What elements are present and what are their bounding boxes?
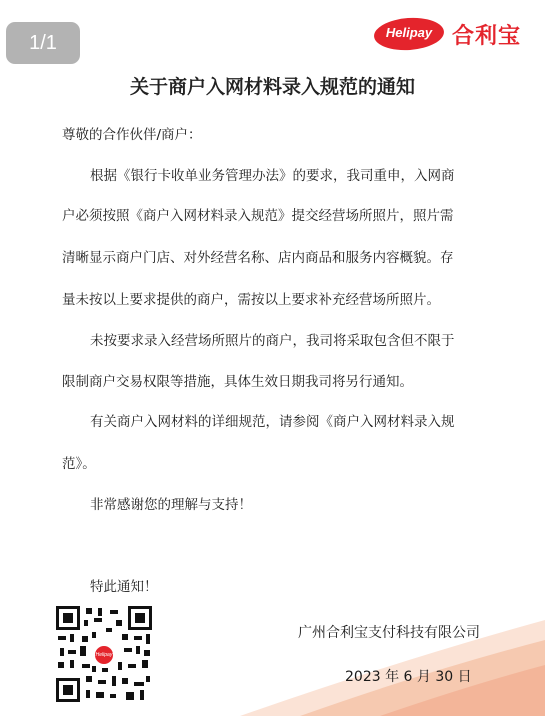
notice-line: 限制商户交易权限等措施，具体生效日期我司将另行通知。	[62, 374, 413, 390]
notice-title: 关于商户入网材料录入规范的通知	[129, 76, 415, 98]
notice-line: 未按要求录入经营场所照片的商户，我司将采取包含但不限于	[90, 333, 455, 349]
notice-line: 根据《银行卡收单业务管理办法》的要求，我司重申，入网商	[90, 168, 455, 184]
notice-thanks: 非常感谢您的理解与支持！	[90, 497, 252, 513]
qr-code-icon[interactable]	[56, 606, 152, 702]
logo-brand-en: Helipay	[385, 25, 433, 40]
notice-line: 户必须按照《商户入网材料录入规范》提交经营场所照片，照片需	[62, 208, 454, 224]
notice-line: 量未按以上要求提供的商户，需按以上要求补充经营场所照片。	[62, 292, 440, 308]
notice-line: 有关商户入网材料的详细规范，请参阅《商户入网材料录入规	[90, 414, 455, 430]
helipay-logo	[374, 17, 530, 53]
company-name: 广州合利宝支付科技有限公司	[298, 625, 480, 641]
notice-line: 清晰显示商户门店、对外经营名称、店内商品和服务内容概貌。存	[62, 250, 454, 266]
notice-date: 2023 年 6 月 30 日	[345, 669, 472, 685]
notice-greeting: 尊敬的合作伙伴/商户：	[62, 127, 202, 143]
page-indicator: 1/1	[6, 22, 80, 64]
notice-closing: 特此通知！	[90, 579, 158, 595]
logo-brand-cn: 合利宝	[452, 24, 522, 49]
qr-logo-badge-icon: Helipay	[93, 644, 115, 666]
notice-line: 范》。	[62, 456, 96, 472]
